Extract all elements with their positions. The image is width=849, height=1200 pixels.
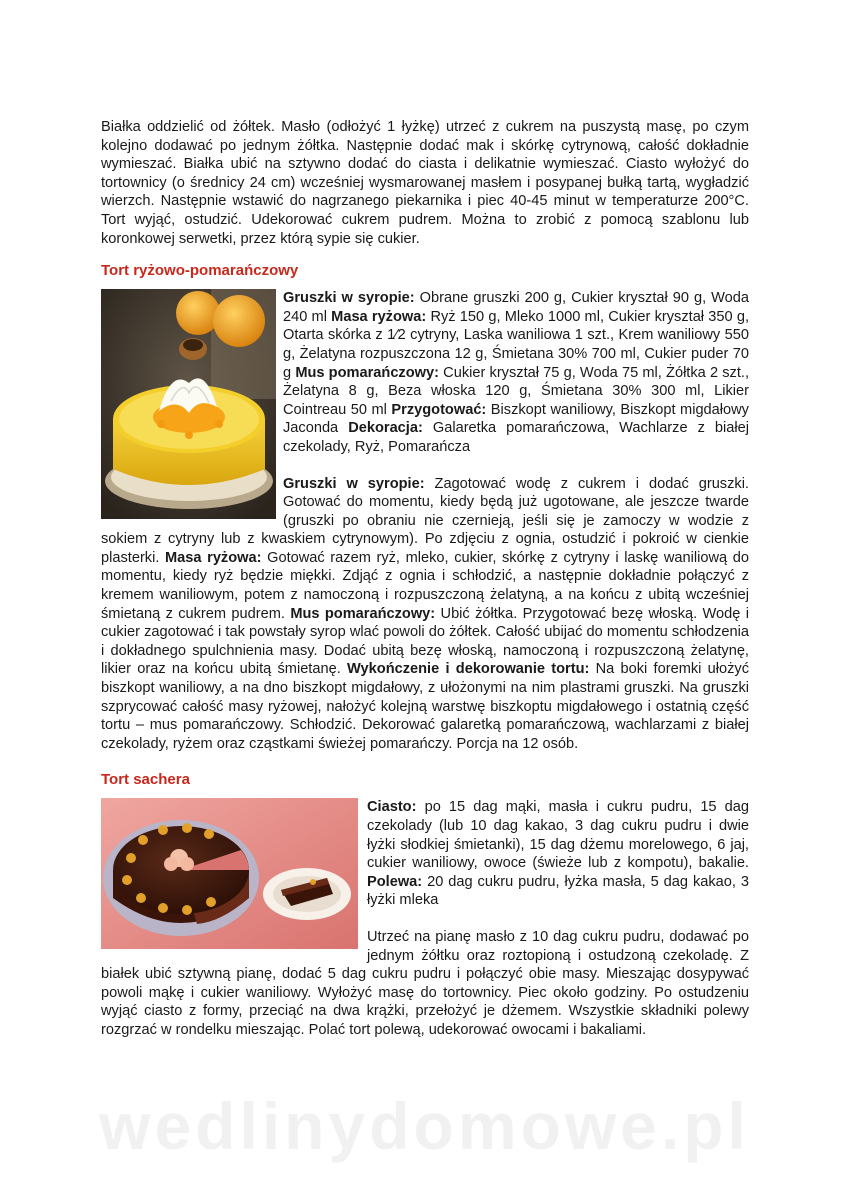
prepare-items: Biszkopt waniliowy, Biszkopt migdałowy Jaconda: [283, 401, 749, 437]
section-title-rice-orange: Tort ryżowo-pomarańczowy: [101, 262, 299, 280]
rice-mass-label: Masa ryżowa:: [331, 308, 427, 325]
syrup-ingredients: Obrane gruszki 200 g, Cukier kryształ 90 g, Woda 240 ml: [283, 290, 750, 325]
syrup-label: Gruszki w syropie:: [283, 290, 415, 307]
rice-method-label: Masa ryżowa:: [165, 549, 262, 566]
orange-mousse-ingredients: Cukier kryształ 75 g, Woda 75 ml, Żółtka 2 szt., Żelatyna 8 g, Beza włoska 120 g, Śmietana 30% 300 ml, Likier Cointreau 50 ml: [283, 364, 750, 418]
rice-method: Gotować razem ryż, mleko, cukier, skórkę z cytryny i laskę waniliową do momentu, kiedy ryż będzie miękki. Zdjąć z ognia i schłodzić, a następnie dokładnie połączyć z kremem waniliowym, potem z namoczoną i rozpuszczoną żelatyną, a na końcu z ubitą wcześniej śmietaną z cukrem pudrem.: [101, 549, 749, 622]
decoration-items: Galaretka pomarańczowa, Wachlarze z białej czekolady, Ryż, Pomarańcza: [283, 420, 749, 455]
mousse-method: Ubić żółtka. Przygotować bezę włoską. Wodę i cukier zagotować i tak powstały syrop wlać powoli do żółtek. Całość ubijać do momentu schłodzenia i dokładnego spulchnienia masy. Dodać ubitą bezę włoską, namoczoną i rozpuszczoną żelatynę, likier oraz na końcu ubitą śmietanę.: [101, 605, 749, 678]
sacher-method: Utrzeć na pianę masło z 10 dag cukru pudru, dodawać po jednym żółtku oraz roztopioną i ostudzoną czekoladę. Z białek ubić sztywną pianę, dodać 5 dag cukru pudru i połączyć obie masy. Mieszając dosypywać powoli mąkę i cukier waniliowy. Wyłożyć masę do tortownicy. Piec około godziny. Po ostudzeniu wyjąć ciasto z formy, przeciąć na dwa krążki, przełożyć je dżemem. Wszystkie składniki polewy rozgrzać w rondelku mieszając. Polać tort polewą, udekorować owocami i bakaliami.: [101, 928, 749, 1038]
orange-rice-cake-photo: [101, 289, 276, 519]
orange-mousse-label: Mus pomarańczowy:: [295, 364, 439, 381]
sacher-cake-photo: [101, 798, 358, 949]
finishing-method: Na boki foremki ułożyć biszkopt waniliowy, a na dno biszkopt migdałowy, z ułożonymi na nim plastrami gruszki. Na gruszki szprycować całość masy ryżowej, nałożyć kolejną warstwę biszkoptu migdałowego i ostatnią część tortu – mus pomarańczowy. Schłodzić. Dekorować galaretką pomarańczową, wachlarzami z białej czekolady, ryżem oraz cząstkami świeżej pomarańczy. Porcja na 12 osób.: [101, 661, 750, 752]
recipe-page: [101, 118, 749, 1040]
mousse-method-label: Mus pomarańczowy:: [290, 605, 436, 622]
intro-paragraph: Białka oddzielić od żółtek. Masło (odłożyć 1 łyżkę) utrzeć z cukrem na puszystą masę, po czym kolejno dodawać po jednym żółtka. Następnie dodać mak i skórkę cytrynową, całość dokładnie wymieszać. Białka ubić na sztywno dodać do ciasta i delikatnie wymieszać. Ciasto wyłożyć do tortownicy (o średnicy 24 cm) wcześniej wysmarowanej masłem i posypanej bułką tartą, wygładzić wierzch. Następnie wstawić do nagrzanego piekarnika i piec 40-45 minut w temperaturze 200°C. Tort wyjąć, ostudzić. Udekorować cukrem pudrem. Można to zrobić z pomocą szablonu lub koronkowej serwetki, przez którą sypie się cukier.: [101, 119, 749, 247]
prepare-label: Przygotować:: [391, 401, 487, 418]
site-watermark: wedlinydomowe.pl: [99, 1089, 750, 1163]
decoration-label: Dekoracja:: [348, 420, 423, 437]
rice-mass-ingredients: Ryż 150 g, Mleko 1000 ml, Cukier kryształ 350 g, Otarta skórka z 1⁄2 cytryny, Laska waniliowa 1 szt., Krem waniliowy 550 g, Żelatyna rozpuszczona 12 g, Śmietana 30% 700 ml, Cukier puder 70 g: [283, 308, 749, 381]
glaze-ingredients: 20 dag cukru pudru, łyżka masła, 5 dag kakao, 3 łyżki mleka: [367, 873, 749, 909]
syrup-method-label: Gruszki w syropie:: [283, 475, 425, 492]
dough-ingredients: po 15 dag mąki, masła i cukru pudru, 15 dag czekolady (lub 10 dag kakao, 3 dag cukru pudru i dwie łyżki słodkiej śmietanki), 15 dag dżemu morelowego, 6 jaj, cukier waniliowy, owoce (świeże lub z kompotu), bakalie.: [367, 799, 749, 872]
syrup-method: Zagotować wodę z cukrem i dodać gruszki. Gotować do momentu, kiedy będą już ugotowane, ale jeszcze twarde (gruszki po obraniu nie czernieją, jeśli się je zamoczy w wodzie z sokiem z cytryny lub z kwaskiem cytrynowym). Po zdjęciu z ognia, ostudzić i pokroić w cienkie plasterki.: [101, 475, 749, 566]
glaze-label: Polewa:: [367, 873, 423, 890]
dough-label: Ciasto:: [367, 799, 417, 816]
finishing-label: Wykończenie i dekorowanie tortu:: [347, 661, 590, 678]
section-title-sacher: Tort sachera: [101, 771, 190, 789]
